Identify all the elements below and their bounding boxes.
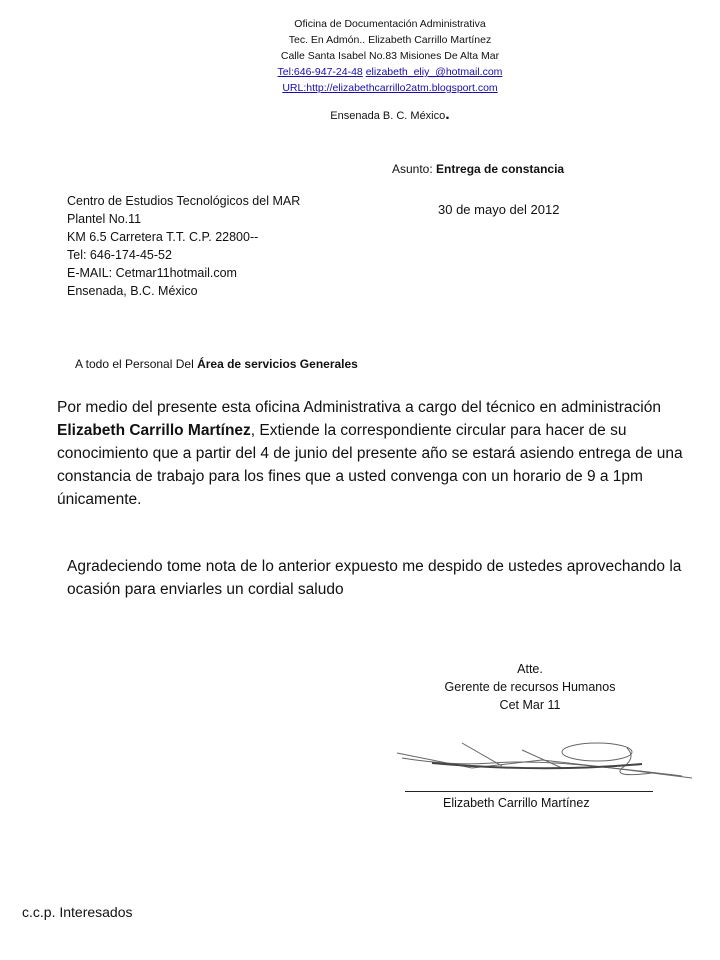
- subject-line: [392, 162, 564, 176]
- p1-name: Elizabeth Carrillo Martínez: [57, 422, 251, 439]
- addressee-prefix: A todo el Personal Del: [75, 357, 198, 371]
- phone-link[interactable]: Tel:646-947-24-48: [277, 66, 363, 78]
- recipient-line: E-MAIL: Cetmar11hotmail.com: [67, 266, 237, 280]
- office-name: Oficina de Documentación Administrativa: [294, 18, 486, 30]
- recipient-line: Ensenada, B.C. México: [67, 284, 198, 298]
- carbon-copy: c.c.p. Interesados: [22, 904, 133, 920]
- addressee-dept: Área de servicios Generales: [197, 357, 358, 371]
- recipient-line: Centro de Estudios Tecnológicos del MAR: [67, 194, 301, 208]
- sender-name: Tec. En Admón.. Elizabeth Carrillo Martínez: [288, 34, 492, 46]
- signer-name: Elizabeth Carrillo Martínez: [443, 796, 590, 810]
- city-period: .: [445, 106, 450, 123]
- recipient-line: Tel: 646-174-45-52: [67, 248, 172, 262]
- p1-text: Por medio del presente esta oficina Administrativa a cargo del técnico en administración: [57, 399, 661, 416]
- email-link[interactable]: elizabeth_eliy_@hotmail.com: [365, 66, 503, 78]
- letterhead: [200, 16, 580, 96]
- recipient-line: Plantel No.11: [67, 212, 142, 226]
- sender-address: Calle Santa Isabel No.83 Misiones De Alta Mar: [280, 50, 500, 62]
- closing-title: Gerente de recursos Humanos: [444, 680, 616, 694]
- closing-block: [410, 660, 650, 714]
- signature-image: [392, 738, 702, 788]
- subject-label: Asunto:: [392, 162, 433, 176]
- body-paragraph-1: [57, 396, 707, 511]
- closing-org: Cet Mar 11: [499, 698, 561, 712]
- url-link[interactable]: URL:http://elizabethcarrillo2atm.blogsport.com: [282, 82, 498, 94]
- letter-date: 30 de mayo del 2012: [438, 202, 560, 217]
- body-paragraph-2: Agradeciendo tome nota de lo anterior expuesto me despido de ustedes aprovechando la ocasión para enviarles un cordial saludo: [67, 558, 682, 598]
- signature-line: [405, 791, 653, 792]
- subject-value: Entrega de constancia: [436, 162, 565, 176]
- addressee: [75, 357, 358, 371]
- p1-text-rest: , Extiende la correspondiente circular para hacer de su conocimiento que a partir del 4 de junio del presente año se estará asiendo entrega de una constancia de trabajo para los fines que a usted convenga con un horario de 9 a 1pm únicamente.: [57, 422, 683, 508]
- recipient-address: [67, 192, 300, 300]
- sender-city: [200, 106, 580, 124]
- closing-atte: Atte.: [517, 662, 543, 676]
- recipient-line: KM 6.5 Carretera T.T. C.P. 22800--: [67, 230, 259, 244]
- city-text: Ensenada B. C. México: [330, 110, 446, 122]
